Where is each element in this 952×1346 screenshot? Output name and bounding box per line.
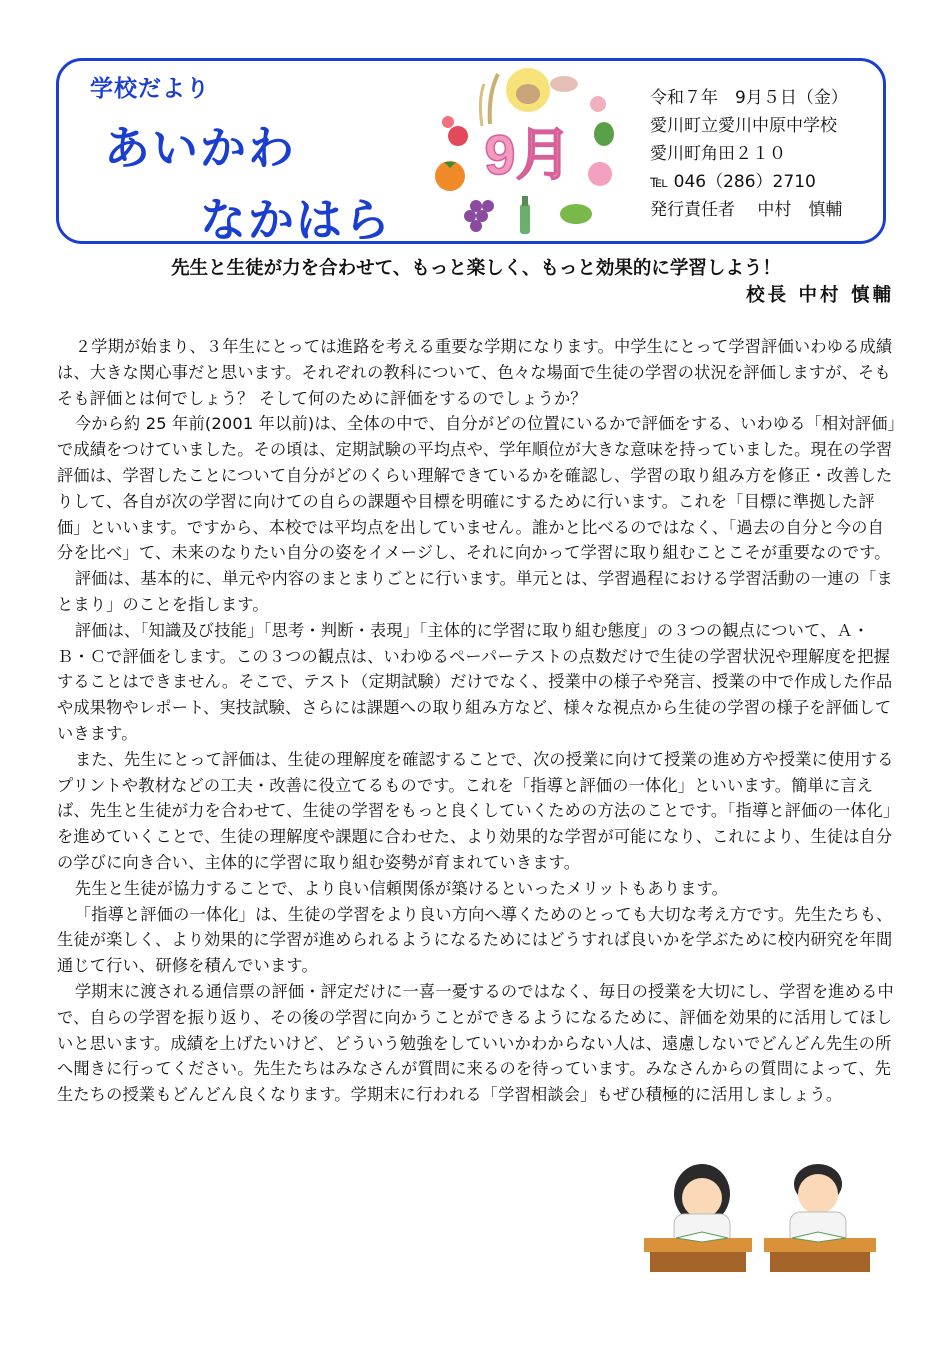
masthead-info <box>650 84 848 224</box>
bottle-icon <box>520 204 530 234</box>
susuki-grass-icon <box>490 74 498 124</box>
paragraph: 学期末に渡される通信票の評価・評定だけに一喜一憂するのではなく、毎日の授業を大切にし、学習を進める中で、自らの学習を振り返り、その後の学習に向かうことができるようになるために、評価を効果的に活用してほしいと思います。成績を上げたいけど、どういう勉強をしていいかわからない人は、遠慮しないでどんどん先生の所へ聞きに行ってください。先生たちはみなさんが質問に来るのを待っています。みなさんからの質問によって、先生たちの授業もどんどん良くなります。学期末に行われる「学習相談会」もぜひ積極的に活用しましょう。 <box>57 981 894 1105</box>
studying-students-illustration <box>640 1150 880 1280</box>
issue-date: 令和７年 9月５日（金） <box>650 88 848 108</box>
grapes-icon <box>464 200 494 232</box>
branch-icon <box>594 122 614 146</box>
school-tel: ℡ 046（286）2710 <box>650 172 816 192</box>
publisher: 発行責任者 中村 慎輔 <box>650 200 843 220</box>
paragraph: 評価は、「知識及び技能」「思考・判断・表現」「主体的に学習に取り組む態度」の３つの観点について、Ａ・Ｂ・Ｃで評価をします。この３つの観点は、いわゆるペーパーテストの点数だけで生徒の学習状況や理解度を把握することはできません。そこで、テスト（定期試験）だけでなく、授業中の様子や発言、授業の中で作成した作品や成果物やレポート、実技試験、さらには課題への取り組み方など、様々な視点から生徒の学習の様子を評価していきます。 <box>57 620 893 743</box>
desk-icon <box>644 1238 876 1272</box>
month-badge: 9月 <box>484 123 572 186</box>
newsletter-title-line2: なかはら <box>200 193 392 247</box>
paragraph: 先生と生徒が協力することで、より良い信頼関係が築けるといったメリットもあります。 <box>74 878 729 898</box>
paragraph: 今から約 25 年前(2001 年以前)は、全体の中で、自分がどの位置にいるかで評価をする、いわゆる「相対評価」で成績をつけていました。その頃は、定期試験の平均点や、学年順位が大きな意味を持っていました。現在の学習評価は、学習したことについて自分がどのくらい理解できているかを確認し、学習の取り組み方を修正・改善したりして、各自が次の学習に向けての自らの課題や目標を明確にするために行います。これを「目標に準拠した評価」といいます。ですから、本校では平均点を出していません。誰かと比べるのではなく、「過去の自分と今の自分を比べ」て、未来のなりたい自分の姿をイメージし、それに向かって学習に取り組むことこそが重要なのです。 <box>57 414 896 563</box>
paragraph: 「指導と評価の一体化」は、生徒の学習をより良い方向へ導くためのとっても大切な考え方です。先生たちも、生徒が楽しく、より効果的に学習が進められるようになるためにはどうすれば良いかを学ぶために校内研究を年間通じて行い、研修を積んでいます。 <box>57 904 893 976</box>
green-leaf-icon <box>560 204 592 224</box>
article-body <box>57 334 897 1108</box>
dango-icon <box>516 84 540 104</box>
article-headline: 先生と生徒が力を合わせて、もっと楽しく、もっと効果的に学習しよう！ <box>171 258 781 279</box>
school-address: 愛川町角田２１０ <box>650 144 786 164</box>
article-byline: 校長 中村 慎輔 <box>746 285 894 306</box>
paragraph: また、先生にとって評価は、生徒の理解度を確認することで、次の授業に向けて授業の進め方や授業に使用するプリントや教材などの工夫・改善に役立てるものです。これを「指導と評価の一体化」といいます。簡単に言えば、先生と生徒が力を合わせて、生徒の学習をもっと良くしていくための方法のことです。「指導と評価の一体化」を進めていくことで、生徒の理解度や課題に合わせた、より効果的な学習が可能になり、これにより、生徒は自分の学びに向き合い、主体的に学習に取り組む姿勢が育まれていきます。 <box>57 749 894 872</box>
newsletter-label: 学校だより <box>90 76 210 102</box>
paragraph: ２学期が始まり、３年生にとっては進路を考える重要な学期になります。中学生にとって学習評価いわゆる成績は、大きな関心事だと思います。それぞれの教科について、色々な場面で生徒の学習の状況を評価しますが、そもそも評価とは何でしょう？ そして何のために評価をするのでしょうか？ <box>57 337 893 408</box>
leaf-icon <box>550 76 578 92</box>
cosmos-flower-icon <box>588 162 612 186</box>
september-wreath-illustration <box>428 64 628 240</box>
book-icon <box>676 1232 846 1242</box>
higanbana-flower-icon <box>448 126 468 146</box>
school-name: 愛川町立愛川中原中学校 <box>650 116 837 136</box>
newsletter-title-line1: あいかわ <box>104 121 296 175</box>
paragraph: 評価は、基本的に、単元や内容のまとまりごとに行います。単元とは、学習過程における学習活動の一連の「まとまり」のことを指します。 <box>57 569 893 614</box>
